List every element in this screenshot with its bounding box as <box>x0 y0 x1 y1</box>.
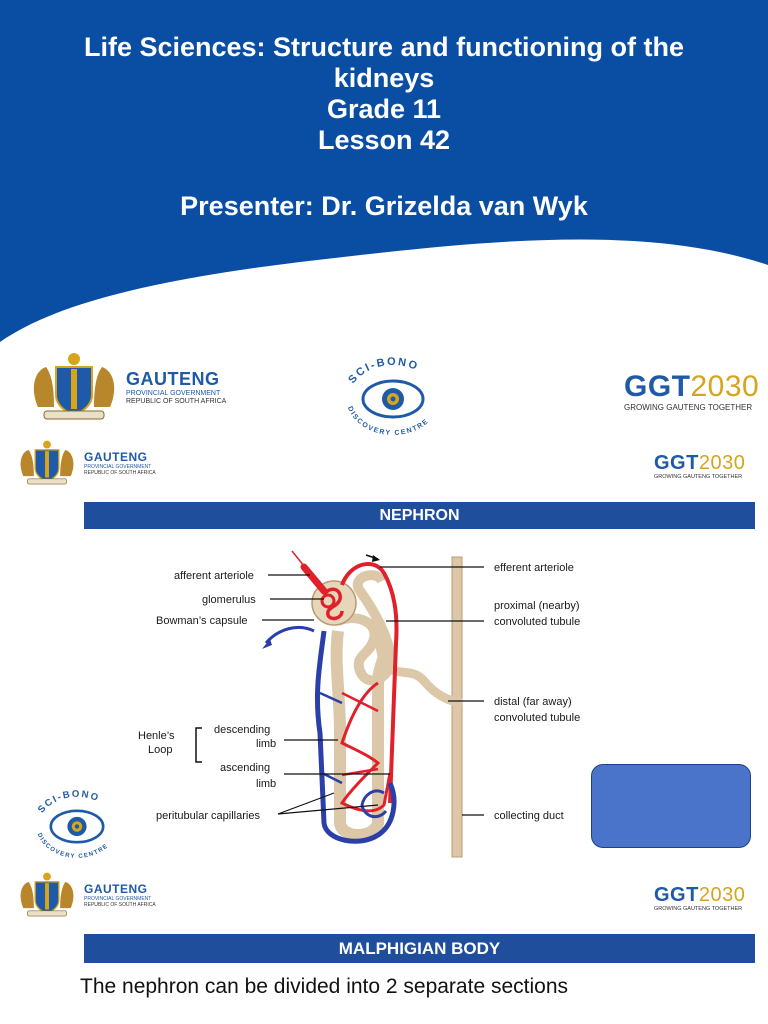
gauteng-sub1: PROVINCIAL GOVERNMENT <box>84 896 152 902</box>
ggt-text: GGT <box>654 884 699 906</box>
presenter-line: Presenter: Dr. Grizelda van Wyk <box>180 191 588 221</box>
gauteng-sub2: REPUBLIC OF SOUTH AFRICA <box>126 397 227 405</box>
grade-line: Grade 11 <box>326 94 442 124</box>
nephron-diagram <box>128 543 606 868</box>
ggt2030-logo-small <box>654 884 745 912</box>
label-distal: distal (far away) <box>494 696 572 708</box>
gauteng-name: GAUTENG <box>84 882 148 896</box>
body-text: The nephron can be divided into 2 separate sections <box>80 975 568 998</box>
gauteng-logo-small <box>14 438 156 488</box>
label-proximal: proximal (nearby) <box>494 600 580 612</box>
ggt-tagline: GROWING GAUTENG TOGETHER <box>654 474 743 480</box>
gauteng-sub1: PROVINCIAL GOVERNMENT <box>126 389 221 397</box>
label-distal-2: convoluted tubule <box>494 712 581 724</box>
label-glomerulus: glomerulus <box>202 594 256 606</box>
title-line-1: Life Sciences: Structure and functioning of the <box>83 32 685 62</box>
ggt2030-logo <box>624 371 759 412</box>
gauteng-name: GAUTENG <box>84 450 148 464</box>
scibono-top-text: SCI-BONO <box>346 355 421 386</box>
ggt2030-logo-small <box>654 452 745 480</box>
ggt-year: 2030 <box>690 370 760 403</box>
label-descending: descending <box>214 724 271 736</box>
label-peritubular: peritubular capillaries <box>156 810 260 822</box>
coat-of-arms-icon <box>14 870 80 920</box>
label-efferent-arteriole: efferent arteriole <box>494 562 574 574</box>
malphigian-banner: MALPHIGIAN BODY <box>84 934 755 963</box>
label-ascending-limb: limb <box>256 778 277 790</box>
scibono-bottom-text: DISCOVERY CENTRE <box>345 405 431 437</box>
gauteng-logo <box>24 349 226 425</box>
label-loop: Loop <box>148 744 173 756</box>
blue-rounded-box <box>591 764 751 848</box>
coat-of-arms-icon <box>14 438 80 488</box>
gauteng-sub2: REPUBLIC OF SOUTH AFRICA <box>84 902 156 908</box>
scibono-bottom-text: DISCOVERY CENTRE <box>35 831 110 860</box>
ggt-year: 2030 <box>698 452 746 474</box>
label-ascending: ascending <box>220 762 271 774</box>
gauteng-name: GAUTENG <box>126 368 220 389</box>
ggt-text: GGT <box>654 452 699 474</box>
label-henles: Henle’s <box>138 730 175 742</box>
label-descending-limb: limb <box>256 738 277 750</box>
lesson-line: Lesson 42 <box>317 125 451 155</box>
scibono-logo-icon <box>330 353 456 437</box>
label-bowmans-capsule: Bowman’s capsule <box>156 615 248 627</box>
title-header <box>0 0 768 345</box>
coat-of-arms-icon <box>24 349 124 425</box>
ggt-tagline: GROWING GAUTENG TOGETHER <box>624 403 753 412</box>
ggt-text: GGT <box>624 370 691 403</box>
gauteng-logo-small <box>14 870 156 920</box>
gauteng-sub2: REPUBLIC OF SOUTH AFRICA <box>84 470 156 476</box>
nephron-banner: NEPHRON <box>84 502 755 529</box>
ggt-year: 2030 <box>698 884 746 906</box>
ggt-tagline: GROWING GAUTENG TOGETHER <box>654 906 743 912</box>
logo-row-small-2 <box>0 870 768 922</box>
label-collecting-duct: collecting duct <box>494 810 564 822</box>
title-line-2: kidneys <box>333 63 435 93</box>
logo-row-large <box>0 345 768 435</box>
gauteng-sub1: PROVINCIAL GOVERNMENT <box>84 464 152 470</box>
label-proximal-2: convoluted tubule <box>494 616 581 628</box>
scibono-logo-small-icon <box>22 786 132 860</box>
label-afferent-arteriole: afferent arteriole <box>174 570 254 582</box>
nephron-illustration <box>128 543 606 868</box>
scibono-top-text: SCI-BONO <box>36 788 102 816</box>
logo-row-small-1 <box>0 438 768 490</box>
